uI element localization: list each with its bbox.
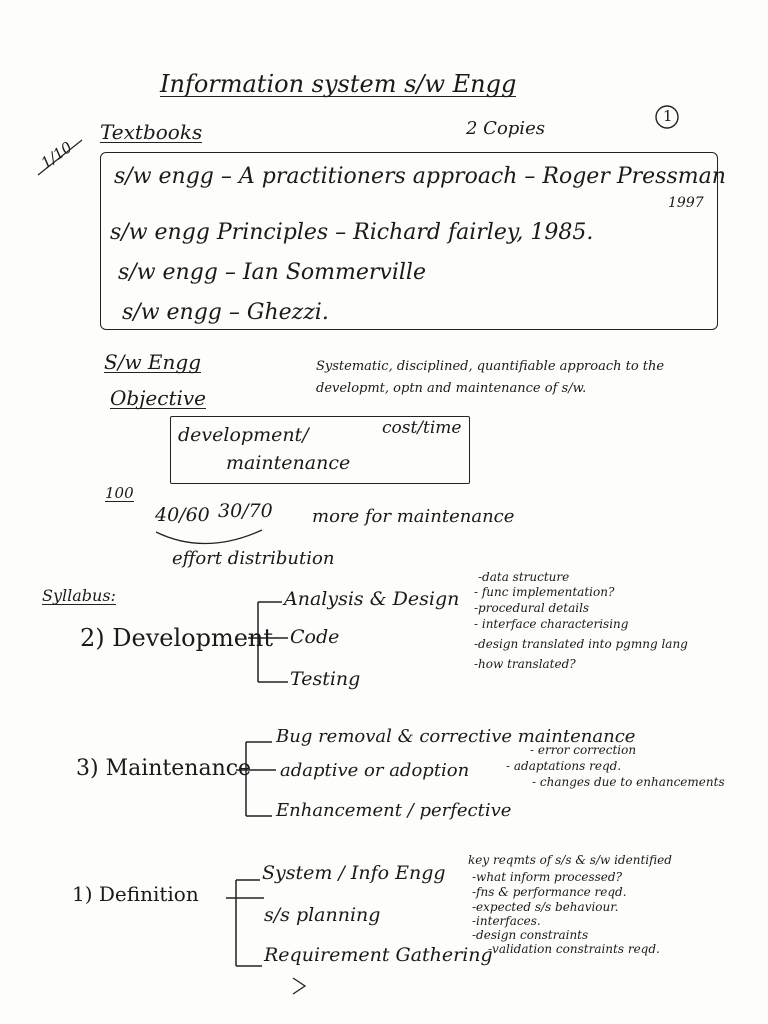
book-year: 1997 [668, 195, 704, 211]
development-note-1: -data structure [478, 570, 570, 584]
page-number: 1 [663, 107, 673, 125]
definition-note-1: key reqmts of s/s & s/w identified [468, 853, 672, 867]
definition-branch-3: Requirement Gathering [264, 944, 493, 966]
copies-note: 2 Copies [466, 118, 545, 139]
maintenance-note-3: - changes due to enhancements [532, 775, 725, 789]
development-branch-3: Testing [290, 668, 361, 690]
book-2: s/w engg Principles – Richard fairley, 1985. [110, 220, 594, 245]
textbooks-heading: Textbooks [100, 120, 203, 144]
page-title: Information system s/w Engg [160, 70, 517, 98]
objective-label: Objective [110, 386, 207, 410]
maintenance-branch-2: adaptive or adoption [280, 760, 470, 781]
objective-maintenance: maintenance [226, 452, 351, 474]
syllabus-heading: Syllabus: [42, 586, 116, 605]
maintenance-note-2: - adaptations reqd. [506, 759, 622, 773]
development-note-2: - func implementation? [474, 585, 615, 599]
effort-ratio-2: 30/70 [218, 500, 273, 522]
development-branch-2: Code [290, 626, 340, 648]
definition-branch-2: s/s planning [264, 904, 381, 926]
effort-ratio-1: 40/60 [155, 504, 210, 526]
development-note-5: -design translated into pgmng lang [474, 637, 688, 651]
maintenance-branch-3: Enhancement / perfective [276, 800, 512, 821]
development-note-4: - interface characterising [474, 617, 629, 631]
development-branch-1: Analysis & Design [284, 588, 460, 610]
definition-note-2: -what inform processed? [472, 870, 623, 884]
sw-engg-heading: S/w Engg [104, 350, 202, 374]
sw-engg-definition-1: Systematic, disciplined, quantifiable approach to the [316, 359, 665, 374]
maintenance-label: 3) Maintenance [76, 756, 252, 781]
definition-note-7: -validation constraints reqd. [488, 942, 660, 956]
definition-note-5: -interfaces. [472, 914, 541, 928]
definition-branch-1: System / Info Engg [262, 862, 446, 884]
objective-development: development/ [178, 424, 309, 446]
development-label: 2) Development [80, 624, 274, 652]
effort-caption: effort distribution [172, 548, 335, 569]
effort-note: more for maintenance [312, 506, 515, 527]
maintenance-note-1: - error correction [530, 743, 637, 757]
date-note: 1/10 [37, 138, 76, 173]
sw-engg-definition-2: developmt, optn and maintenance of s/w. [316, 381, 587, 396]
maintenance-branch-1: Bug removal & corrective maintenance [276, 726, 636, 747]
effort-100: 100 [105, 484, 134, 502]
objective-cost-time: cost/time [382, 418, 462, 438]
development-note-6: -how translated? [474, 657, 576, 671]
definition-note-4: -expected s/s behaviour. [472, 900, 619, 914]
development-note-3: -procedural details [474, 601, 590, 615]
definition-note-3: -fns & performance reqd. [472, 885, 627, 899]
definition-note-6: -design constraints [472, 928, 589, 942]
definition-label: 1) Definition [72, 882, 199, 906]
book-3: s/w engg – Ian Sommerville [118, 260, 426, 285]
book-4: s/w engg – Ghezzi. [122, 300, 329, 325]
book-1: s/w engg – A practitioners approach – Roger Pressman [114, 164, 726, 189]
